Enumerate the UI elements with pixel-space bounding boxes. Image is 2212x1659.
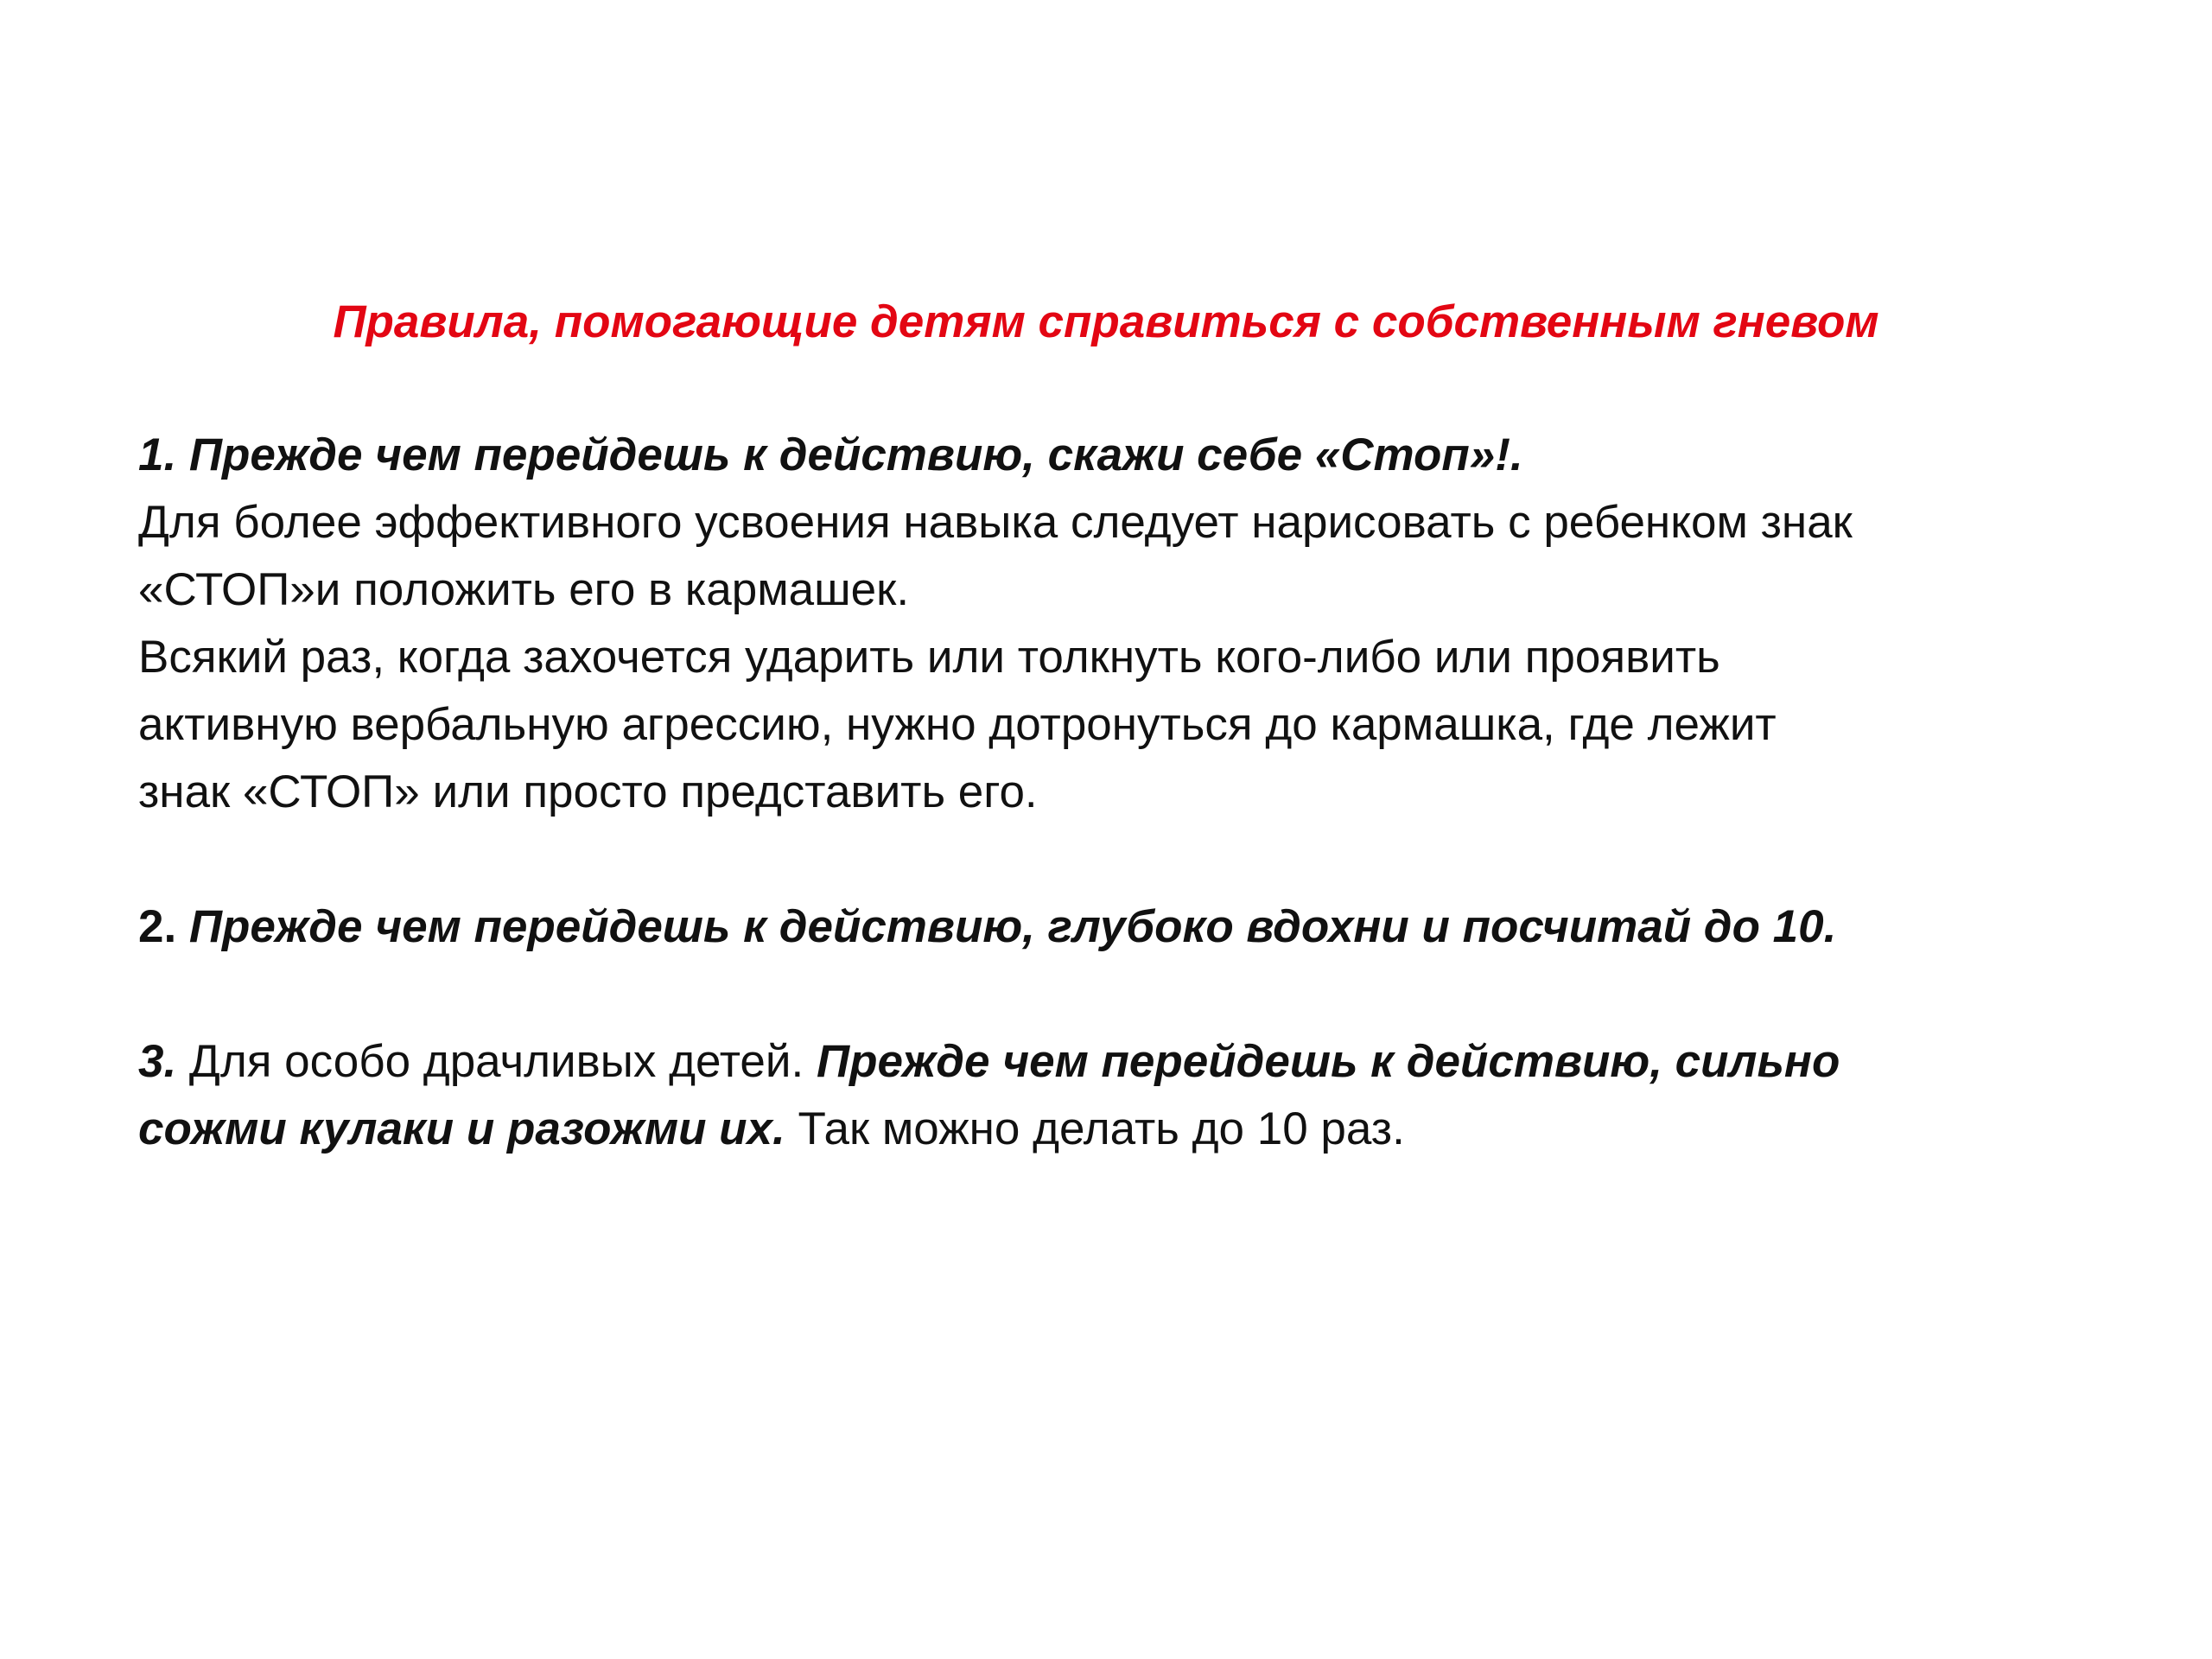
rule-1-line-2: «СТОП»и положить его в кармашек. [138,564,910,615]
rule-3-intro: Для особо драчливых детей. [176,1036,817,1087]
rule-3-line-1 [138,1028,2100,1096]
rule-3-emphasis-2: сожми кулаки и разожми их. [138,1103,785,1154]
rule-1-heading: 1. Прежде чем перейдешь к действию, скажи себе «Стоп»!. [138,429,1523,480]
rule-3-tail: Так можно делать до 10 раз. [785,1103,1405,1154]
rule-3-number: 3. [138,1036,177,1087]
rule-2-number: 2. [138,901,177,952]
rule-3-emphasis-1: Прежде чем перейдешь к действию, сильно [816,1036,1840,1087]
rule-1-line-1: Для более эффективного усвоения навыка следует нарисовать с ребенком знак [138,497,1853,548]
rule-2-line [138,893,2100,961]
rule-3-line-2 [138,1096,2100,1163]
rule-1-line-5: знак «СТОП» или просто представить его. [138,766,1038,817]
rule-3 [138,1028,2100,1163]
rule-1-line-3: Всякий раз, когда захочется ударить или толкнуть кого-либо или проявить [138,632,1720,683]
rule-1-line-4: активную вербальную агрессию, нужно дотронуться до кармашка, где лежит [138,699,1777,750]
slide-title: Правила, помогающие детям справиться с собственным гневом [333,296,1879,347]
rule-2-text: Прежде чем перейдешь к действию, глубоко вдохни и посчитай до 10. [176,901,1837,952]
rule-2 [138,893,2100,961]
rule-1 [138,422,2100,826]
